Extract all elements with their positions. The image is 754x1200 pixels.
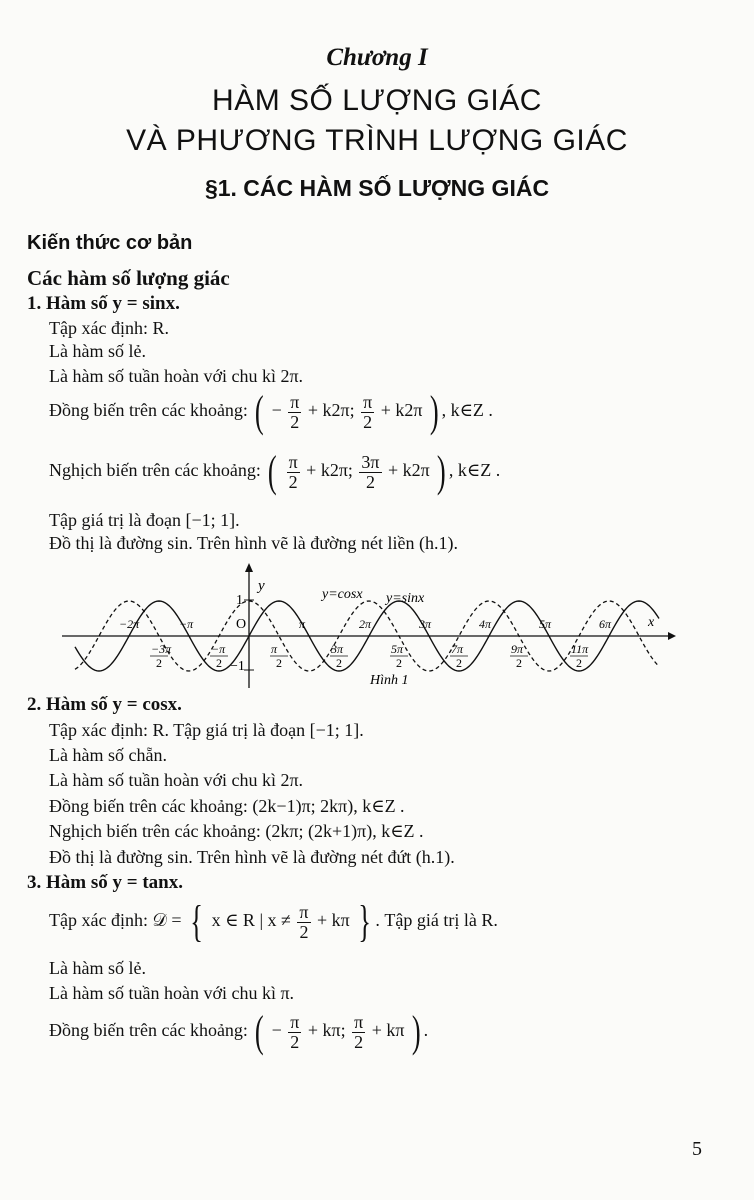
- tan-range: . Tập giá trị là R.: [375, 910, 498, 931]
- frac-den: 2: [290, 411, 300, 432]
- term: + k2π: [388, 460, 430, 481]
- bottom-tick-num: −3π: [151, 642, 172, 656]
- top-tick-labels: [119, 617, 612, 631]
- frac-num: π: [290, 1011, 300, 1032]
- x-axis-arrow: [668, 632, 676, 640]
- sin-domain: Tập xác định: R.: [49, 318, 169, 338]
- frac-num: π: [363, 391, 373, 412]
- tail: , k∈Z .: [441, 400, 493, 421]
- chapter-label: Chương I: [326, 44, 428, 71]
- top-tick-label: 3π: [419, 617, 432, 631]
- bottom-tick-den: 2: [576, 656, 582, 670]
- minus-sign: −: [271, 1020, 282, 1041]
- topic-heading: Các hàm số lượng giác: [27, 266, 230, 290]
- frac-num: π: [288, 451, 298, 472]
- tan-odd: Là hàm số lẻ.: [49, 958, 146, 978]
- set-body: x ∈ R | x ≠: [211, 910, 291, 931]
- frac-num: 3π: [361, 451, 380, 472]
- frac-den: 2: [363, 411, 373, 432]
- figure-caption: Hình 1: [370, 673, 409, 688]
- top-tick-label: −π: [179, 617, 194, 631]
- bottom-tick-den: 2: [276, 656, 282, 670]
- sin-graph-note: Đồ thị là đường sin. Trên hình vẽ là đường nét liền (h.1).: [49, 533, 459, 553]
- tail: , k∈Z .: [448, 460, 501, 481]
- term: + kπ: [317, 910, 350, 931]
- y-one-label: 1: [236, 593, 243, 608]
- term: + kπ;: [307, 1020, 346, 1041]
- tan-domain: Tập xác định: 𝒟 = { x ∈ R | x ≠ $\frac{\pi}{2}$ + kπ } . Tập giá trị là R.: [49, 897, 498, 946]
- subsection-heading: Kiến thức cơ bản: [27, 232, 193, 254]
- term: + k2π: [380, 400, 423, 421]
- figure-sin-cos-graph: [0, 560, 754, 695]
- cos-graph-note: Đồ thị là đường sin. Trên hình vẽ là đường nét đứt (h.1).: [49, 847, 455, 867]
- term: + kπ: [371, 1020, 405, 1041]
- title-line-1: HÀM SỐ LƯỢNG GIÁC: [212, 84, 542, 117]
- sin-heading: 1. Hàm số y = sinx.: [27, 293, 180, 314]
- cos-label: y=cosx: [322, 587, 363, 602]
- term: + k2π;: [306, 460, 353, 481]
- sin-increase-label: Đồng biến trên các khoảng:: [49, 400, 248, 421]
- frac-den: 2: [288, 471, 298, 492]
- section-title: §1. CÁC HÀM SỐ LƯỢNG GIÁC: [204, 175, 550, 201]
- x-axis-label: x: [648, 615, 655, 630]
- bottom-tick-num: 3π: [331, 642, 344, 656]
- domain-symbol: 𝒟 =: [152, 910, 182, 931]
- bottom-tick-num: 7π: [451, 642, 464, 656]
- tan-heading: 3. Hàm số y = tanx.: [27, 872, 183, 893]
- cos-even: Là hàm số chẵn.: [49, 745, 167, 765]
- sin-odd: Là hàm số lẻ.: [49, 341, 146, 361]
- top-tick-label: 5π: [539, 617, 552, 631]
- top-tick-label: −2π: [119, 617, 140, 631]
- frac-den: 2: [299, 921, 309, 942]
- bottom-tick-den: 2: [516, 656, 522, 670]
- cos-heading: 2. Hàm số y = cosx.: [27, 694, 182, 715]
- frac-den: 2: [354, 1031, 364, 1052]
- bottom-tick-num: −π: [211, 642, 226, 656]
- frac-num: π: [290, 391, 300, 412]
- y-minus-one-label: −1: [230, 659, 245, 674]
- top-tick-label: 4π: [479, 617, 492, 631]
- sin-increase: Đồng biến trên các khoảng: ( − $\frac{\pi}{2}$ + k2π; $\frac{\pi}{2}$ + k2π ) , k∈Z .: [49, 387, 493, 436]
- bottom-tick-num: 11π: [571, 642, 589, 656]
- sin-periodic: Là hàm số tuần hoàn với chu kì 2π.: [49, 366, 304, 386]
- cos-increase: Đồng biến trên các khoảng: (2k−1)π; 2kπ), k∈Z .: [49, 796, 405, 816]
- bottom-tick-labels: [150, 642, 589, 670]
- frac-den: 2: [290, 1031, 300, 1052]
- top-tick-label: 6π: [599, 617, 612, 631]
- y-axis-arrow: [245, 563, 253, 572]
- frac-num: π: [354, 1011, 364, 1032]
- bottom-tick-num: π: [271, 642, 278, 656]
- bottom-tick-num: 9π: [511, 642, 524, 656]
- bottom-tick-den: 2: [216, 656, 222, 670]
- sin-label: y=sinx: [386, 591, 425, 606]
- top-tick-label: π: [299, 617, 306, 631]
- bottom-tick-den: 2: [156, 656, 162, 670]
- title-line-2: VÀ PHƯƠNG TRÌNH LƯỢNG GIÁC: [126, 124, 628, 157]
- tan-increase: Đồng biến trên các khoảng: ( − $\frac{\pi}{2}$ + kπ; $\frac{\pi}{2}$ + kπ ) .: [49, 1007, 429, 1056]
- sin-decrease-label: Nghịch biến trên các khoảng:: [49, 460, 261, 481]
- origin-label: O: [236, 617, 247, 632]
- bottom-tick-num: 5π: [391, 642, 404, 656]
- frac-den: 2: [365, 471, 375, 492]
- bottom-tick-den: 2: [336, 656, 342, 670]
- minus-sign: −: [271, 400, 282, 421]
- cos-decrease: Nghịch biến trên các khoảng: (2kπ; (2k+1)π), k∈Z .: [49, 821, 424, 841]
- term: + k2π;: [307, 400, 355, 421]
- cos-domain: Tập xác định: R. Tập giá trị là đoạn [−1; 1].: [49, 720, 364, 740]
- bottom-tick-den: 2: [396, 656, 402, 670]
- tail: .: [423, 1020, 429, 1041]
- cos-periodic: Là hàm số tuần hoàn với chu kì 2π.: [49, 770, 304, 790]
- frac-num: π: [299, 901, 309, 922]
- sin-decrease: Nghịch biến trên các khoảng: ( $\frac{\pi}{2}$ + k2π; $\frac{3\pi}{2}$ + k2π ) , k∈Z .: [49, 447, 501, 496]
- bottom-tick-den: 2: [456, 656, 462, 670]
- page-number: 5: [692, 1138, 702, 1160]
- tan-domain-label: Tập xác định:: [49, 910, 153, 931]
- tan-increase-label: Đồng biến trên các khoảng:: [49, 1020, 248, 1041]
- tan-periodic: Là hàm số tuần hoàn với chu kì π.: [49, 983, 295, 1003]
- top-tick-label: 2π: [359, 617, 372, 631]
- y-axis-label: y: [258, 578, 265, 594]
- sin-range: Tập giá trị là đoạn [−1; 1].: [49, 510, 240, 530]
